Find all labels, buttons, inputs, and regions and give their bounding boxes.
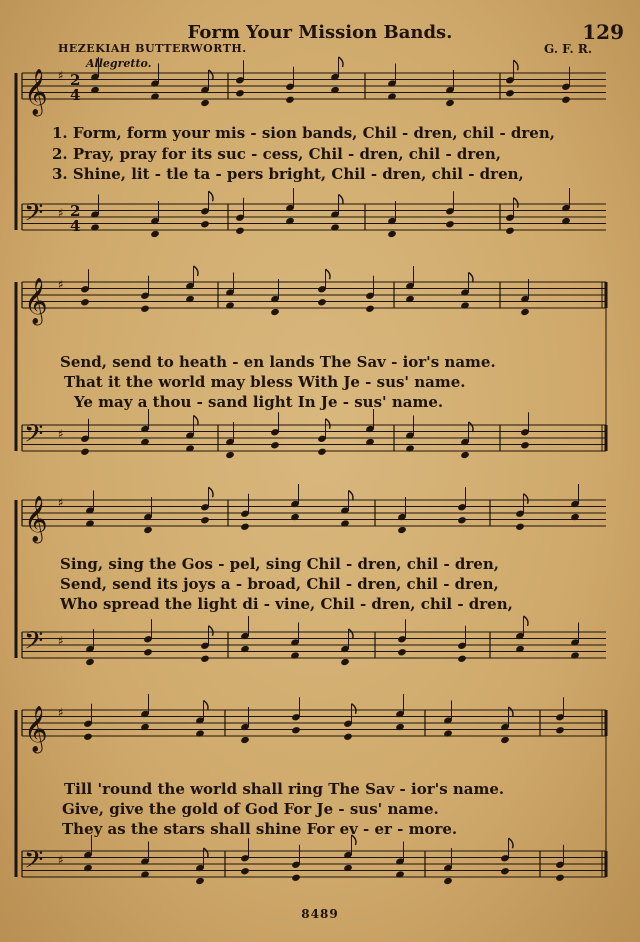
note-flag [524, 616, 529, 626]
verse-2-line-system-2: That it the world may bless With Je - sus' name. [64, 373, 466, 391]
time-signature-top: 2 [70, 202, 81, 220]
note-head [365, 305, 375, 313]
note-head [505, 89, 515, 97]
treble-clef: 𝄞 [24, 496, 48, 542]
note-head [515, 523, 525, 531]
note-head [80, 448, 90, 456]
note-flag [339, 57, 344, 67]
time-signature-top: 2 [70, 71, 81, 89]
note-flag [514, 198, 519, 208]
note-flag [349, 491, 354, 501]
note-head [200, 220, 210, 228]
note-head [397, 648, 407, 656]
note-flag [209, 487, 214, 497]
note-head [387, 230, 397, 238]
time-signature-bottom: 4 [70, 217, 81, 235]
note-head [500, 736, 510, 744]
hymn-title: Form Your Mission Bands. [187, 22, 453, 43]
note-flag [194, 416, 199, 426]
note-head [270, 441, 280, 449]
note-head [150, 230, 160, 238]
note-flag [514, 60, 519, 70]
note-flag [194, 266, 199, 276]
note-flag [204, 848, 209, 858]
key-signature-sharp: ♯ [58, 426, 64, 441]
note-flag [469, 273, 474, 283]
note-head [85, 658, 95, 666]
note-head [270, 308, 280, 316]
note-head [317, 298, 327, 306]
page-number: 129 [582, 20, 624, 44]
key-signature-sharp: ♯ [58, 705, 64, 720]
note-flag [326, 419, 331, 429]
note-head [505, 227, 515, 235]
treble-clef: 𝄞 [24, 278, 48, 324]
note-flag [469, 422, 474, 432]
plate-number: 8489 [301, 907, 339, 921]
note-head [445, 99, 455, 107]
note-head [500, 867, 510, 875]
note-head [143, 526, 153, 534]
note-flag [209, 70, 214, 80]
note-head [285, 96, 295, 104]
verse-2-line-system-1: 2. Pray, pray for its suc - cess, Chil - dren, chil - dren, [52, 145, 501, 163]
note-head [291, 874, 301, 882]
note-flag [204, 701, 209, 711]
note-head [200, 516, 210, 524]
composer-credit: G. F. R. [544, 42, 592, 56]
note-head [240, 736, 250, 744]
note-flag [349, 629, 354, 639]
note-flag [339, 195, 344, 205]
note-head [561, 96, 571, 104]
bass-clef: 𝄢 [24, 845, 44, 881]
note-flag [509, 838, 514, 848]
note-flag [509, 707, 514, 717]
verse-3-line-system-3: Who spread the light di - vine, Chil - dren, chil - dren, [60, 595, 513, 613]
note-flag [524, 494, 529, 504]
note-head [235, 89, 245, 97]
verse-1-line-system-2: Send, send to heath - en lands The Sav - ior's name. [60, 353, 496, 371]
note-head [397, 526, 407, 534]
note-head [317, 448, 327, 456]
key-signature-sharp: ♯ [58, 852, 64, 867]
verse-2-line-system-3: Send, send its joys a - broad, Chil - dren, chil - dren, [60, 575, 499, 593]
lyricist-credit: HEZEKIAH BUTTERWORTH. [58, 42, 247, 55]
note-head [200, 655, 210, 663]
verse-1-line-system-1: 1. Form, form your mis - sion bands, Chil - dren, chil - dren, [52, 124, 555, 142]
key-signature-sharp: ♯ [58, 68, 64, 83]
note-head [457, 516, 467, 524]
note-head [240, 523, 250, 531]
note-head [445, 220, 455, 228]
treble-clef: 𝄞 [24, 706, 48, 752]
note-head [460, 451, 470, 459]
note-head [143, 648, 153, 656]
verse-2-line-system-4: Give, give the gold of God For Je - sus' name. [62, 800, 439, 818]
note-flag [326, 269, 331, 279]
tempo-marking: Allegretto. [86, 57, 152, 70]
bass-clef: 𝄢 [24, 198, 44, 234]
note-head [140, 305, 150, 313]
key-signature-sharp: ♯ [58, 205, 64, 220]
verse-3-line-system-4: They as the stars shall shine For ev - er - more. [62, 820, 458, 838]
note-head [235, 227, 245, 235]
verse-1-line-system-3: Sing, sing the Gos - pel, sing Chil - dren, chil - dren, [60, 555, 499, 573]
note-head [225, 451, 235, 459]
note-head [200, 99, 210, 107]
note-head [80, 298, 90, 306]
note-flag [352, 704, 357, 714]
note-flag [209, 626, 214, 636]
note-head [555, 726, 565, 734]
note-head [343, 733, 353, 741]
verse-3-line-system-1: 3. Shine, lit - tle ta - pers bright, Chil - dren, chil - dren, [52, 165, 524, 183]
note-head [240, 867, 250, 875]
bass-clef: 𝄢 [24, 419, 44, 455]
note-head [520, 441, 530, 449]
note-head [443, 877, 453, 885]
note-head [83, 733, 93, 741]
note-head [555, 874, 565, 882]
treble-clef: 𝄞 [24, 69, 48, 115]
key-signature-sharp: ♯ [58, 633, 64, 648]
bass-clef: 𝄢 [24, 626, 44, 662]
key-signature-sharp: ♯ [58, 277, 64, 292]
note-head [291, 726, 301, 734]
note-head [340, 658, 350, 666]
verse-1-line-system-4: Till 'round the world shall ring The Sav - ior's name. [64, 780, 505, 798]
note-flag [209, 191, 214, 201]
note-head [520, 308, 530, 316]
verse-3-line-system-2: Ye may a thou - sand light In Je - sus' name. [74, 393, 444, 411]
time-signature-bottom: 4 [70, 86, 81, 104]
note-head [457, 655, 467, 663]
note-head [195, 877, 205, 885]
key-signature-sharp: ♯ [58, 495, 64, 510]
